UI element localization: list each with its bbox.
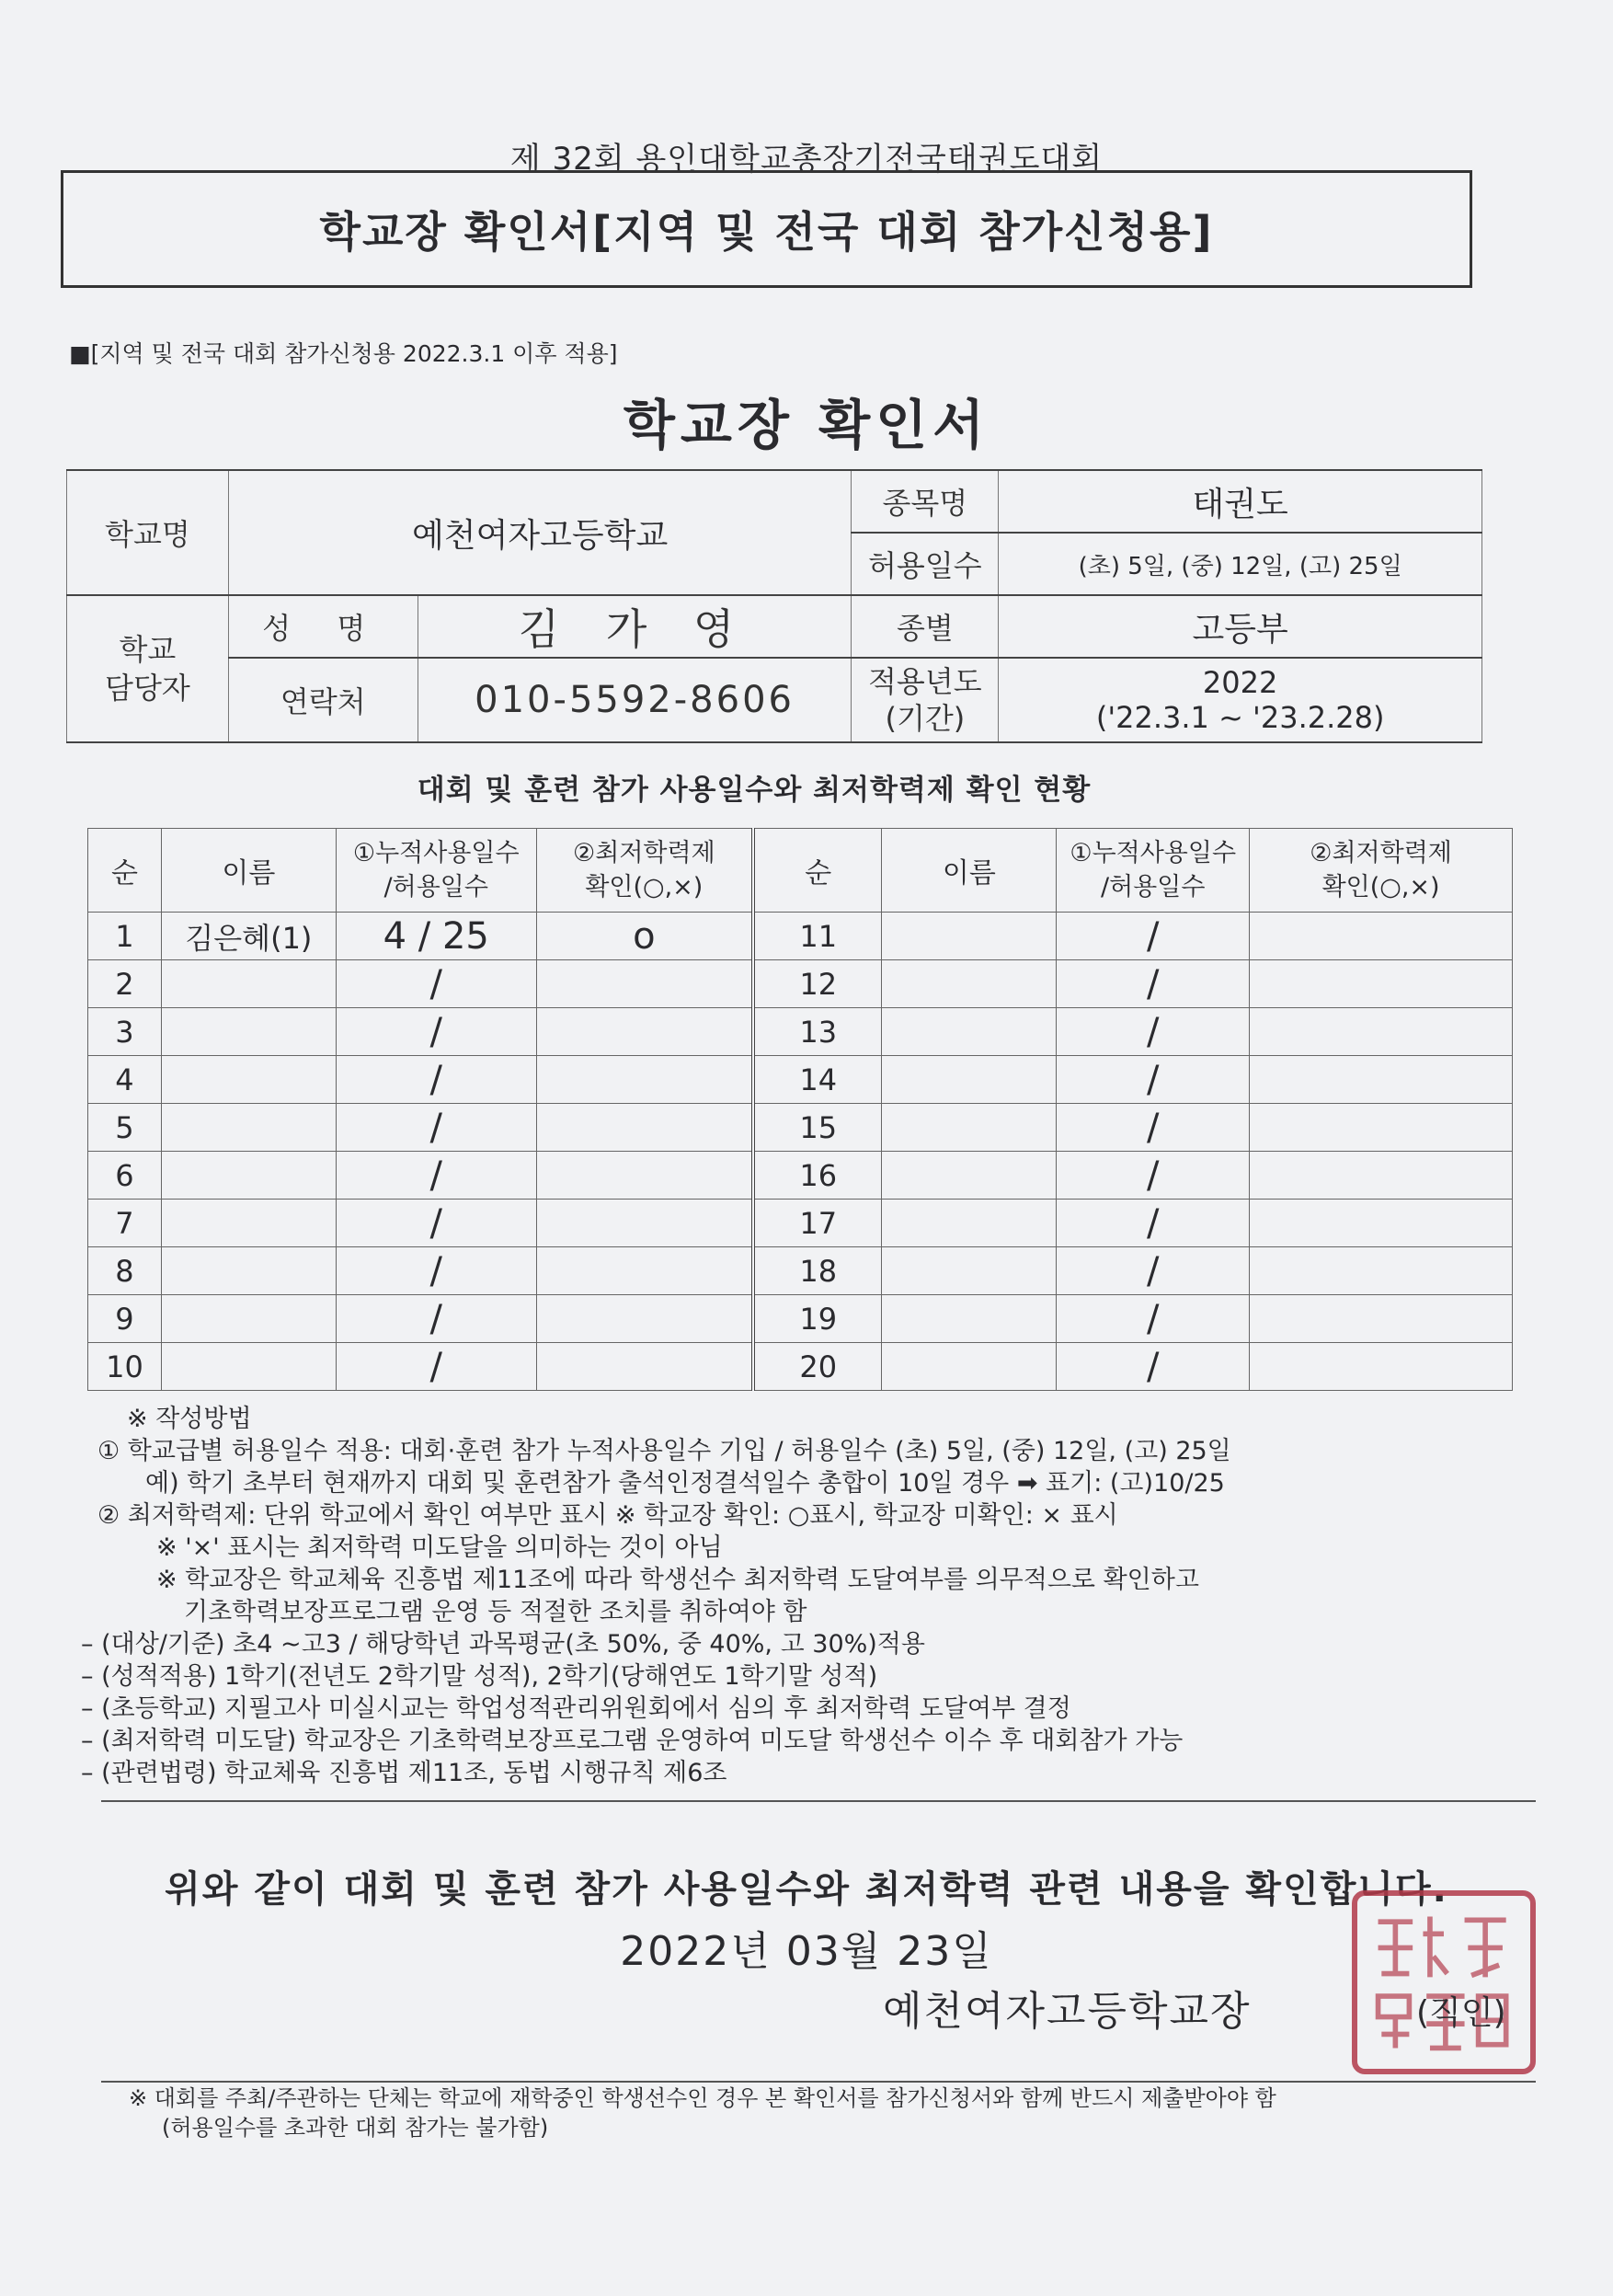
main-title: 학교장 확인서: [623, 394, 990, 456]
table-row: [88, 1104, 1513, 1152]
header-name-right: 이름: [882, 829, 1057, 913]
table-row: [88, 1343, 1513, 1391]
academic-check: [1250, 1295, 1513, 1343]
used-days: /: [1057, 1295, 1250, 1343]
used-days: /: [1057, 1247, 1250, 1295]
academic-check: [1250, 1104, 1513, 1152]
note-2c: 기초학력보장프로그램 운영 등 적절한 조치를 취하여야 함: [184, 1598, 807, 1626]
info-table: [66, 469, 1482, 743]
used-days: /: [336, 1056, 536, 1104]
year-label-text: 적용년도 (기간): [868, 664, 982, 736]
status-grid: [87, 828, 1513, 1391]
athlete-name: [882, 1056, 1057, 1104]
athlete-name: [882, 913, 1057, 960]
used-days: /: [336, 1343, 536, 1391]
athlete-name: [161, 1200, 336, 1247]
row-number: 9: [88, 1295, 162, 1343]
used-days: 4 / 25: [336, 913, 536, 960]
note-dash-3: – (초등학교) 지필고사 미실시교는 학업성적관리위원회에서 심의 후 최저학력 도달여부 결정: [81, 1694, 1071, 1723]
athlete-name: [882, 1008, 1057, 1056]
table-row: [88, 1056, 1513, 1104]
athlete-name: [161, 1295, 336, 1343]
used-days: /: [1057, 1200, 1250, 1247]
table-row: [88, 1295, 1513, 1343]
allowed-days-value: (초) 5일, (중) 12일, (고) 25일: [999, 533, 1482, 595]
academic-check: o: [536, 913, 753, 960]
table-row: [88, 1247, 1513, 1295]
header-academic-left: [536, 829, 753, 913]
row-number: 15: [753, 1104, 882, 1152]
athlete-name: [161, 960, 336, 1008]
academic-check: [536, 1200, 753, 1247]
status-table: [87, 828, 1513, 1391]
row-number: 13: [753, 1008, 882, 1056]
used-days: /: [336, 960, 536, 1008]
school-name-value: 예천여자고등학교: [228, 470, 852, 595]
academic-check: [1250, 1056, 1513, 1104]
header-no-left: 순: [88, 829, 162, 913]
header-days-left-text: ①누적사용일수 /허용일수: [352, 839, 520, 901]
row-number: 2: [88, 960, 162, 1008]
academic-check: [536, 1104, 753, 1152]
table-row: [88, 1008, 1513, 1056]
header-days-right: [1057, 829, 1250, 913]
sport-label: 종목명: [852, 470, 999, 533]
name-value: 김 가 영: [418, 595, 852, 658]
row-number: 14: [753, 1056, 882, 1104]
confirmation-text: 위와 같이 대회 및 훈련 참가 사용일수와 최저학력 관련 내용을 확인합니다.: [165, 1868, 1448, 1911]
document-title: 학교장 확인서[지역 및 전국 대회 참가신청용]: [319, 207, 1214, 257]
row-number: 1: [88, 913, 162, 960]
row-number: 19: [753, 1295, 882, 1343]
note-1: ① 학교급별 허용일수 적용: 대회·훈련 참가 누적사용일수 기입 / 허용일수 (초) 5일, (중) 12일, (고) 25일: [97, 1437, 1231, 1465]
notes-heading: ※ 작성방법: [127, 1405, 252, 1433]
academic-check: [536, 1152, 753, 1200]
table-row: [88, 913, 1513, 960]
year-label: [852, 658, 999, 742]
confirmation-date: 2022년 03월 23일: [620, 1928, 993, 1975]
row-number: 8: [88, 1247, 162, 1295]
year-cell: [999, 658, 1482, 742]
academic-check: [1250, 1008, 1513, 1056]
athlete-name: [882, 1152, 1057, 1200]
used-days: /: [1057, 1152, 1250, 1200]
row-number: 7: [88, 1200, 162, 1247]
academic-check: [1250, 960, 1513, 1008]
row-number: 17: [753, 1200, 882, 1247]
athlete-name: [161, 1343, 336, 1391]
note-dash-4: – (최저학력 미도달) 학교장은 기초학력보장프로그램 운영하여 미도달 학생선수 이수 후 대회참가 가능: [81, 1727, 1184, 1755]
athlete-name: [882, 1247, 1057, 1295]
used-days: /: [1057, 913, 1250, 960]
sport-value: 태권도: [999, 470, 1482, 533]
note-dash-2: – (성적적용) 1학기(전년도 2학기말 성적), 2학기(당해연도 1학기말 성적): [81, 1662, 878, 1691]
contact-value: 010-5592-8606: [418, 658, 852, 742]
row-number: 16: [753, 1152, 882, 1200]
athlete-name: [161, 1104, 336, 1152]
athlete-name: [161, 1247, 336, 1295]
table-row: [88, 1200, 1513, 1247]
school-seal-stamp: [1352, 1890, 1536, 2074]
header-academic-right: [1250, 829, 1513, 913]
row-number: 5: [88, 1104, 162, 1152]
principal-name: 예천여자고등학교장: [883, 1988, 1252, 2035]
athlete-name: [882, 1104, 1057, 1152]
year-period: ('22.3.1 ~ '23.2.28): [1095, 700, 1385, 735]
event-title: 제 32회 용인대학교총장기전국태권도대회: [509, 141, 1104, 178]
academic-check: [536, 1247, 753, 1295]
header-days-right-text: ①누적사용일수 /허용일수: [1070, 839, 1237, 901]
athlete-name: [882, 1200, 1057, 1247]
division-value: 고등부: [999, 595, 1482, 658]
used-days: /: [1057, 1056, 1250, 1104]
note-2a: ※ '×' 표시는 최저학력 미도달을 의미하는 것이 아님: [156, 1533, 723, 1562]
academic-check: [1250, 1247, 1513, 1295]
status-title: 대회 및 훈련 참가 사용일수와 최저학력제 확인 현황: [417, 774, 1092, 807]
header-days-left: [336, 829, 536, 913]
row-number: 20: [753, 1343, 882, 1391]
table-row: [88, 960, 1513, 1008]
document-title-box: [61, 170, 1472, 288]
notes-divider: [101, 1800, 1536, 1802]
row-number: 12: [753, 960, 882, 1008]
table-row: [88, 1152, 1513, 1200]
used-days: /: [336, 1104, 536, 1152]
used-days: /: [336, 1200, 536, 1247]
footer-note: [129, 2084, 1536, 2142]
instructions: [81, 1403, 1538, 1789]
used-days: /: [1057, 1104, 1250, 1152]
school-name-label: 학교명: [67, 470, 229, 595]
division-label: 종별: [852, 595, 999, 658]
athlete-name: [161, 1056, 336, 1104]
footer-line-2: (허용일수를 초과한 대회 참가는 불가함): [162, 2115, 549, 2141]
footer-divider: [101, 2081, 1536, 2083]
academic-check: [1250, 1343, 1513, 1391]
used-days: /: [336, 1152, 536, 1200]
note-2b: ※ 학교장은 학교체육 진흥법 제11조에 따라 학생선수 최저학력 도달여부를 의무적으로 확인하고: [156, 1566, 1199, 1594]
row-number: 6: [88, 1152, 162, 1200]
note-dash-1: – (대상/기준) 초4 ~고3 / 해당학년 과목평균(초 50%, 중 40%, 고 30%)적용: [81, 1630, 925, 1659]
row-number: 18: [753, 1247, 882, 1295]
seal-label: (직인): [1416, 1994, 1506, 2032]
athlete-name: [161, 1152, 336, 1200]
contact-label: 연락처: [228, 658, 418, 742]
athlete-name: [882, 1295, 1057, 1343]
used-days: /: [1057, 960, 1250, 1008]
athlete-name: [882, 960, 1057, 1008]
note-2: ② 최저학력제: 단위 학교에서 확인 여부만 표시 ※ 학교장 확인: ○표시, 학교장 미확인: × 표시: [97, 1501, 1118, 1530]
staff-label-text: 학교 담당자: [105, 632, 190, 706]
row-number: 4: [88, 1056, 162, 1104]
row-number: 11: [753, 913, 882, 960]
academic-check: [536, 1343, 753, 1391]
notice-heading: ■[지역 및 전국 대회 참가신청용 2022.3.1 이후 적용]: [69, 340, 618, 367]
staff-label: [67, 595, 229, 742]
academic-check: [536, 1008, 753, 1056]
note-dash-5: – (관련법령) 학교체육 진흥법 제11조, 동법 시행규칙 제6조: [81, 1759, 727, 1787]
academic-check: [1250, 1152, 1513, 1200]
header-no-right: 순: [753, 829, 882, 913]
header-academic-right-text: ②최저학력제 확인(○,×): [1310, 839, 1452, 901]
name-label: 성 명: [228, 595, 418, 658]
seal-icon: [1357, 1896, 1530, 2069]
athlete-name: [161, 1008, 336, 1056]
academic-check: [536, 1295, 753, 1343]
footer-line-1: ※ 대회를 주최/주관하는 단체는 학교에 재학중인 학생선수인 경우 본 확인서를 참가신청서와 함께 반드시 제출받아야 함: [129, 2085, 1276, 2111]
used-days: /: [336, 1247, 536, 1295]
athlete-name: [882, 1343, 1057, 1391]
athlete-name: 김은혜(1): [161, 913, 336, 960]
used-days: /: [1057, 1343, 1250, 1391]
used-days: /: [336, 1008, 536, 1056]
header-academic-left-text: ②최저학력제 확인(○,×): [573, 839, 715, 901]
header-name-left: 이름: [161, 829, 336, 913]
note-1-example: 예) 학기 초부터 현재까지 대회 및 훈련참가 출석인정결석일수 총합이 10일 경우 ➡ 표기: (고)10/25: [145, 1469, 1225, 1498]
used-days: /: [1057, 1008, 1250, 1056]
row-number: 10: [88, 1343, 162, 1391]
academic-check: [536, 1056, 753, 1104]
used-days: /: [336, 1295, 536, 1343]
academic-check: [536, 960, 753, 1008]
allowed-days-label: 허용일수: [852, 533, 999, 595]
academic-check: [1250, 913, 1513, 960]
year-value: 2022: [1202, 665, 1278, 700]
academic-check: [1250, 1200, 1513, 1247]
row-number: 3: [88, 1008, 162, 1056]
